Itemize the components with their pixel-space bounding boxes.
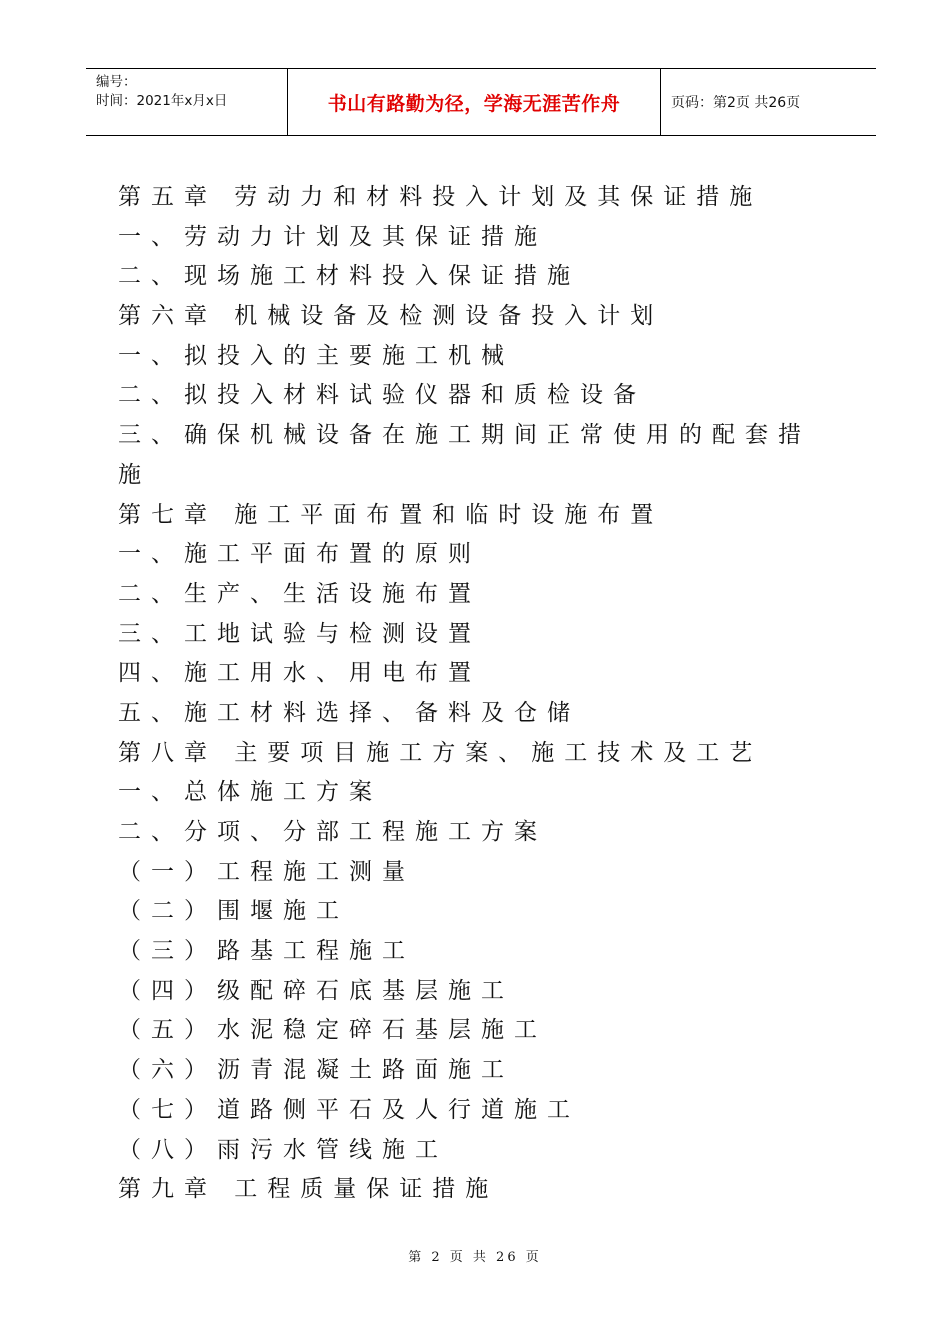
header-meta — [86, 69, 288, 135]
page-header — [86, 68, 876, 136]
toc-line: 五、施工材料选择、备料及仓储 — [118, 699, 580, 726]
toc-line: （八）雨污水管线施工 — [118, 1136, 448, 1163]
toc-line: 一、总体施工方案 — [118, 779, 382, 806]
toc-line: 二、现场施工材料投入保证措施 — [118, 263, 580, 290]
toc-line: 三、工地试验与检测设置 — [118, 620, 481, 647]
toc-line: （六）沥青混凝土路面施工 — [118, 1057, 514, 1084]
toc-line: （四）级配碎石底基层施工 — [118, 977, 514, 1004]
toc-line: 第七章 施工平面布置和临时设施布置 — [118, 501, 664, 528]
toc-line: （三）路基工程施工 — [118, 938, 415, 965]
toc-line: （一）工程施工测量 — [118, 858, 415, 885]
document-time-label: 时间：2021年x月x日 — [96, 93, 228, 109]
toc-line: 一、拟投入的主要施工机械 — [118, 342, 514, 369]
toc-line: 第五章 劳动力和材料投入计划及其保证措施 — [118, 184, 763, 210]
header-page-number: 页码：第2页 共26页 — [671, 95, 801, 111]
toc-line: 四、施工用水、用电布置 — [118, 660, 481, 687]
toc-line: 二、拟投入材料试验仪器和质检设备 — [118, 382, 646, 409]
toc-line: 二、生产、生活设施布置 — [118, 580, 481, 607]
toc-line: 二、分项、分部工程施工方案 — [118, 819, 547, 845]
toc-line: 一、施工平面布置的原则 — [118, 541, 481, 568]
document-number-label: 编号： — [96, 74, 137, 90]
toc-line: （五）水泥稳定碎石基层施工 — [118, 1017, 547, 1044]
toc-line: 第六章 机械设备及检测设备投入计划 — [118, 303, 664, 330]
header-motto: 书山有路勤为径，学海无涯苦作舟 — [288, 69, 661, 135]
toc-line: 三、确保机械设备在施工期间正常使用的配套措 — [118, 422, 811, 449]
page-footer: 第 2 页 共 26 页 — [408, 1250, 542, 1265]
toc-line: 施 — [118, 461, 151, 488]
toc-line: （七）道路侧平石及人行道施工 — [118, 1096, 580, 1123]
toc-line: 第八章 主要项目施工方案、施工技术及工艺 — [118, 739, 763, 766]
toc-line: （二）围堰施工 — [118, 898, 349, 925]
toc-line: 第九章 工程质量保证措施 — [118, 1176, 499, 1203]
toc-line: 一、劳动力计划及其保证措施 — [118, 223, 547, 250]
table-of-contents — [118, 178, 858, 1210]
